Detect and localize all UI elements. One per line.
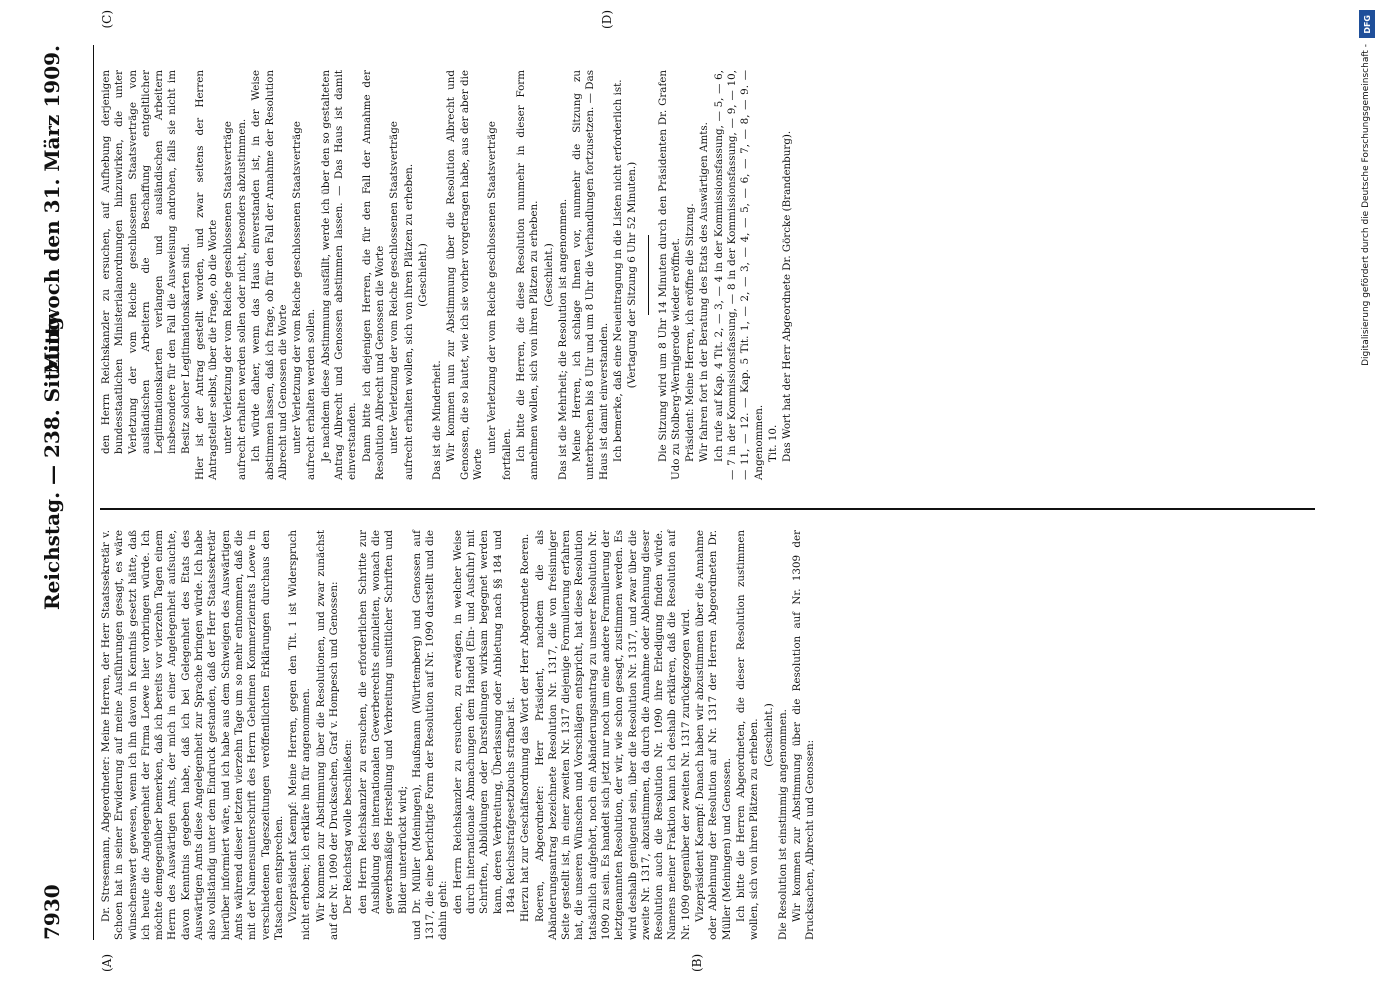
paragraph: unter Verletzung der vom Reiche geschlossenen Staatsverträge xyxy=(291,121,304,454)
paragraph: Wir kommen zur Abstimmung über die Resolution auf Nr. 1309 der Drucksachen, Albrecht und Genossen: xyxy=(791,530,817,940)
paragraph: unter Verletzung der vom Reiche geschlossenen Staatsverträge xyxy=(221,121,234,454)
paragraph: (Geschieht.) xyxy=(416,243,429,307)
right-column xyxy=(100,70,796,480)
paragraph: Wir fahren fort in der Beratung des Etats des Auswärtigen Amts. xyxy=(698,122,711,462)
paragraph: unter Verletzung der vom Reiche geschlossenen Staatsverträge xyxy=(486,121,499,454)
header-rule xyxy=(93,45,94,940)
paragraph: Hier ist der Antrag gestellt worden, und zwar seitens der Herren Antragsteller selbst, über die Frage, ob die Worte xyxy=(194,70,220,480)
dfg-logo-icon xyxy=(1359,10,1375,38)
paragraph: Die Resolution ist einstimmig angenommen. xyxy=(776,709,789,940)
paragraph: Tit. 10. xyxy=(766,424,779,462)
paragraph: Dr. Stresemann, Abgeordneter: Meine Herren, der Herr Staatssekretär v. Schoen hat in seiner Erwiderung auf meine Ausführungen gesagt, es wäre wünschenswert gewesen, wenn ich ihn davon in Kenntnis gesetzt hätte, daß ich heute die Angelegenheit der Firma Loewe hier vorbringen würde. Ich möchte demgegenüber bemerken, daß ich bereits vor vierzehn Tagen einem Herrn des Auswärtigen Amts, der mich in einer Angelegenheit aufsuchte, davon Kenntnis gegeben habe, daß ich bei Gelegenheit des Etats des Auswärtigen Amts diese Angelegenheit zur Sprache bringen würde. Ich habe also vollständig unter dem Eindruck gestanden, daß der Herr Staatssekretär hierüber informiert wäre, und ich habe aus dem Schweigen des Auswärtigen Amts während dieser letzten vierzehn Tage um so mehr entnommen, daß die mit der Namensunterschrift des Herrn Geheimen Kommerzienrats Loewe in verschiedenen Tageszeitungen veröffentlichten Erklärungen durchaus den Tatsachen entsprechen. xyxy=(100,530,285,940)
paragraph: Vizepräsident Kaempf: Danach haben wir abzustimmen über die Annahme oder Ablehnung der Resolution auf Nr. 1317 der Herren Abgeordneten Dr. Müller (Meiningen) und Genossen. xyxy=(694,530,733,940)
paragraph: Das ist die Mehrheit; die Resolution ist angenommen. xyxy=(556,198,569,480)
left-column xyxy=(100,530,819,940)
paragraph: unter Verletzung der vom Reiche geschlossenen Staatsverträge xyxy=(388,121,401,454)
column-divider xyxy=(100,508,1315,510)
margin-marker-b: (B) xyxy=(690,953,704,972)
paragraph: aufrecht erhalten wollen, sich von ihren Plätzen zu erheben. xyxy=(402,163,415,480)
paragraph: Die Sitzung wird um 8 Uhr 14 Minuten durch den Präsidenten Dr. Grafen Udo zu Stolberg-Wernigerode wieder eröffnet. xyxy=(656,70,682,480)
paragraph: Das Wort hat der Herr Abgeordnete Dr. Görcke (Brandenburg). xyxy=(781,130,794,462)
paragraph: den Herrn Reichskanzler zu ersuchen, auf Aufhebung derjenigen bundesstaatlichen Ministerialanordnungen hinzuwirken, die unter Verletzung der vom Reiche geschlossenen Staatsverträge von ausländischen Arbeitern die Beschaffung entgeltlicher Legitimationskarten verlangen und ausländischen Arbeitern insbesondere für den Fall die Ausweisung androhen, falls sie nicht im Besitz solcher Legitimationskarten sind. xyxy=(100,70,192,454)
paragraph: Das ist die Minderheit. xyxy=(431,360,444,480)
paragraph: Wir kommen nun zur Abstimmung über die Resolution Albrecht und Genossen, die so lautet, wie ich sie vorher vorgetragen habe, aus der aber die Worte xyxy=(445,70,485,480)
paragraph: (Vertagung der Sitzung 6 Uhr 52 Minuten.) xyxy=(626,161,639,389)
margin-marker-d: (D) xyxy=(600,10,614,29)
page-title: Reichstag. — 238. Sitzung. xyxy=(40,309,64,610)
paragraph: Ich bitte die Herren Abgeordneten, die dieser Resolution zustimmen wollen, sich von ihren Plätzen zu erheben. xyxy=(734,530,761,940)
paragraph: Hierzu hat zur Geschäftsordnung das Wort der Herr Abgeordnete Roeren. xyxy=(519,533,532,922)
paragraph: Meine Herren, ich schlage Ihnen vor, nunmehr die Sitzung zu unterbrechen bis 8 Uhr und um 8 Uhr die Verhandlungen fortzusetzen. — Das Haus ist damit einverstanden. xyxy=(571,70,610,480)
paragraph: aufrecht erhalten werden sollen oder nicht, besonders abzustimmen. xyxy=(235,118,248,480)
paragraph: aufrecht erhalten werden sollen. xyxy=(305,308,318,480)
dfg-badge-label: DFG xyxy=(1362,14,1372,34)
page-header xyxy=(40,45,100,940)
paragraph: Wir kommen zur Abstimmung über die Resolutionen, und zwar zunächst auf der Nr. 1090 der Drucksachen, Graf v. Hompesch und Genossen: xyxy=(314,530,341,940)
paragraph: Der Reichstag wolle beschließen: xyxy=(342,739,355,914)
paragraph: den Herrn Reichskanzler zu ersuchen, die erforderlichen Schritte zur Ausbildung des internationalen Gewerberechts einzuleiten, wonach die gewerbsmäßige Herstellung und Verbreitung unsittlicher Schriften und Bilder unterdrückt wird; xyxy=(356,530,409,914)
paragraph: den Herrn Reichskanzler zu ersuchen, zu erwägen, in welcher Weise durch internationale Abmachungen dem Handel (Ein- und Ausfuhr) mit Schriften, Abbildungen oder Darstellungen wirksam begegnet werden kann, deren Verbreitung, Überlassung oder Anbietung nach §§ 184 und 184a Reichsstrafgesetzbuchs strafbar ist. xyxy=(451,530,517,914)
paragraph: Ich bitte die Herren, die diese Resolution nunmehr in dieser Form annehmen wollen, sich von ihren Plätzen zu erheben. xyxy=(514,70,541,480)
paragraph: Roeren, Abgeordneter: Herr Präsident, nachdem die als Abänderungsantrag bezeichnete Resolution Nr. 1317, die von freisinniger Seite gestellt ist, in einer zweiten Nr. 1317 diejenige Formulierung erfahren hat, die unseren Wünschen und Vorschlägen entspricht, hat diese Resolution tatsächlich aufgehört, noch ein Abänderungsantrag zu unserer Resolution Nr. 1090 zu sein. Es handelt sich jetzt nur noch um eine andere Formulierung der letztgenannten Resolution, der wir, wie schon gesagt, zustimmen werden. Es wird deshalb genügend sein, über die Resolution Nr. 1317, und zwar über die zweite Nr. 1317, abzustimmen, da durch die Annahme oder Ablehnung dieser Resolution auch die Resolution Nr. 1090 ihre Erledigung finden würde. Namens meiner Fraktion kann ich deshalb erklären, daß die Resolution auf Nr. 1090 gegenüber der zweiten Nr. 1317 zurückgezogen wird. xyxy=(533,530,692,940)
paragraph: Präsident: Meine Herren, ich eröffne die Sitzung. xyxy=(684,203,697,462)
paragraph: Ich rufe auf Kap. 4 Tit. 2, — 3, — 4 in der Kommissionsfassung, — 5, — 6, — 7 in der Kommissionsfassung, — 8 in der Kommissionsfassung, — 9, — 10, — 11, — 12. — Kap. 5 Tit. 1, — 2, — 3, — 4, — 5, — 6, — 7, — 8, — 9. — Angenommen. xyxy=(712,70,765,480)
paragraph: (Geschieht.) xyxy=(542,243,555,307)
paragraph: Je nachdem diese Abstimmung ausfällt, werde ich über den so gestalteten Antrag Albrecht und Genossen abstimmen lassen. — Das Haus ist damit einverstanden. xyxy=(319,70,359,480)
paragraph: (Geschieht.) xyxy=(762,703,775,767)
page-date: Mittwoch den 31. März 1909. xyxy=(40,45,64,375)
paragraph: Ich bemerke, daß eine Neueintragung in die Listen nicht erforderlich ist. xyxy=(611,79,624,462)
digitization-credit: Digitalisierung gefördert durch die Deutsche Forschungsgemeinschaft - xyxy=(1361,44,1371,366)
section-divider xyxy=(648,235,649,315)
paragraph: fortfallen. xyxy=(500,428,513,480)
paragraph: und Dr. Müller (Meiningen), Haußmann (Württemberg) und Genossen auf 1317, die eine berichtigte Form der Resolution auf Nr. 1090 darstellt und die dahin geht: xyxy=(410,530,450,940)
paragraph: Vizepräsident Kaempf: Meine Herren, gegen den Tit. 1 ist Widerspruch nicht erhoben; ich erkläre ihn für angenommen. xyxy=(287,530,313,940)
page-number: 7930 xyxy=(40,884,64,940)
digitization-strip xyxy=(1353,0,1383,1000)
margin-marker-a: (A) xyxy=(100,953,114,972)
margin-marker-c: (C) xyxy=(100,10,114,29)
paragraph: Ich würde daher, wenn das Haus einverstanden ist, in der Weise abstimmen lassen, daß ich frage, ob für den Fall der Annahme der Resolution Albrecht und Genossen die Worte xyxy=(250,70,289,480)
paragraph: Dann bitte ich diejenigen Herren, die für den Fall der Annahme der Resolution Albrecht und Genossen die Worte xyxy=(360,70,386,480)
